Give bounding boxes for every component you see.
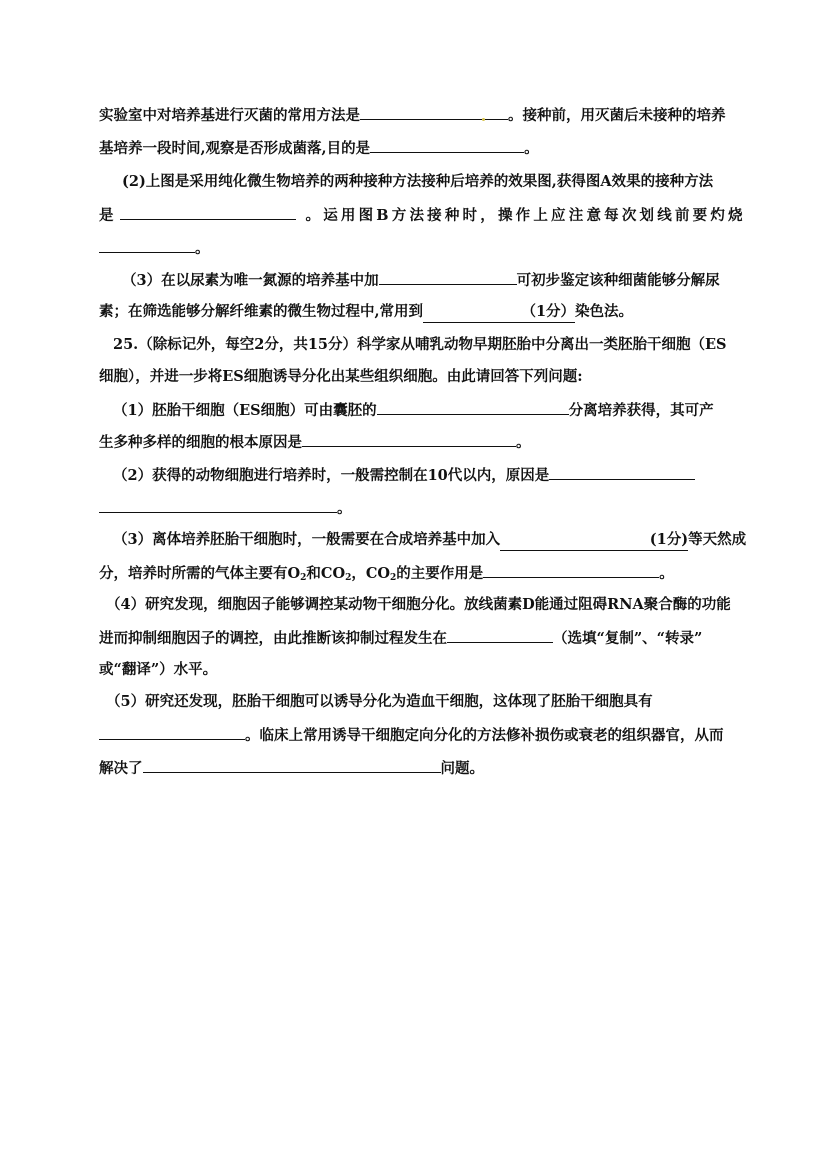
co2-subscript-2: 2	[390, 573, 397, 583]
sterilization-text: 实验室中对培养基进行灭菌的常用方法是	[99, 107, 360, 124]
s3-line-2	[99, 562, 731, 584]
s3-one-point-label: (1分)	[649, 531, 689, 548]
q2-end: 。	[195, 240, 210, 257]
co2-role-blank[interactable]	[483, 562, 659, 578]
s3-role-text: 的主要作用是	[396, 565, 484, 582]
q2-is-text: 是	[99, 207, 114, 224]
inhibition-level-blank[interactable]	[447, 627, 553, 643]
s1-text: （1）胚胎干细胞（ES细胞）可由囊胚的	[113, 402, 377, 419]
s1-reason-text: 生多种多样的细胞的根本原因是	[99, 434, 302, 451]
q3-cellulose-text: 素；在筛选能够分解纤维素的微生物过程中,常用到	[99, 303, 424, 320]
indicator-blank[interactable]	[379, 269, 517, 285]
s5-text: （5）研究还发现，胚胎干细胞可以诱导分化为造血干细胞，这体现了胚胎干细胞具有	[106, 693, 653, 710]
q2-line-1	[122, 171, 731, 193]
s1-text-cont: 分离培养获得，其可产	[568, 402, 714, 419]
root-cause-blank[interactable]	[302, 431, 516, 447]
co2-subscript: 2	[345, 573, 352, 583]
s1-line-2	[99, 431, 731, 453]
s3-text-cont: 等天然成	[688, 531, 747, 548]
o2-subscript: 2	[300, 573, 307, 583]
s5-line-3	[99, 757, 731, 779]
s2-end: 。	[337, 500, 352, 517]
q25-header-text: 25.（除标记外，每空2分，共15分）科学家从哺乳动物早期胚胎中分离出一类胚胎干细胞（ES	[113, 336, 727, 353]
s5-clinical-text: 。临床上常用诱导干细胞定向分化的方法修补损伤或衰老的组织器官，从而	[245, 727, 724, 744]
s3-text: （3）离体培养胚胎干细胞时，一般需要在合成培养基中加入	[113, 531, 501, 548]
s5-line-2	[99, 724, 731, 746]
ink-dot	[482, 118, 485, 121]
s2-text: （2）获得的动物细胞进行培养时，一般需控制在10代以内，原因是	[113, 467, 550, 484]
natural-component-blank[interactable]	[500, 530, 688, 551]
q25-intro-text: 细胞），并进一步将ES细胞诱导分化出某些组织细胞。由此请回答下列问题:	[99, 368, 583, 385]
s4-infer-text: 进而抑制细胞因子的调控，由此推断该抑制过程发生在	[99, 630, 447, 647]
q25-line-2	[99, 366, 731, 388]
s3-co2-text: ，CO	[351, 565, 391, 582]
s3-line-1	[113, 529, 747, 551]
sterilization-line-1	[99, 104, 731, 126]
q3-line-1	[122, 269, 731, 291]
s4-line-1	[106, 594, 731, 616]
s5-end: 问题。	[440, 760, 484, 777]
passage-reason-blank-2[interactable]	[99, 497, 337, 513]
purpose-blank[interactable]	[370, 137, 524, 153]
s4-line-3	[99, 659, 731, 681]
s2-line-2	[99, 497, 731, 519]
blastocyst-part-blank[interactable]	[377, 399, 569, 415]
sterilization-line-2	[99, 137, 731, 159]
problem-blank[interactable]	[143, 757, 441, 773]
purpose-end: 。	[524, 140, 539, 157]
s3-and-co: 和CO	[306, 565, 346, 582]
q2-note-text: 。运用图B方法接种时，操作上应注意每次划线前要灼烧	[305, 207, 746, 224]
one-point-label: （1分）	[521, 303, 576, 320]
staining-method-blank[interactable]	[423, 302, 575, 323]
q25-line-1	[113, 334, 731, 356]
q3-text: （3）在以尿素为唯一氮源的培养基中加	[122, 272, 379, 289]
q3-line-2	[99, 301, 731, 323]
s4-line-2	[99, 627, 731, 649]
sterilization-method-blank[interactable]	[360, 104, 508, 120]
s4-text: （4）研究发现，细胞因子能够调控某动物干细胞分化。放线菌素D能通过阻碍RNA聚合酶的功能	[106, 596, 731, 613]
s3-gas-text: 分，培养时所需的气体主要有O	[99, 565, 301, 582]
inoculation-method-blank[interactable]	[120, 204, 296, 220]
q3-text-cont: 可初步鉴定该种细菌能够分解尿	[516, 272, 720, 289]
passage-reason-blank-1[interactable]	[549, 464, 695, 480]
q2-question-text: (2)上图是采用纯化微生物培养的两种接种方法接种后培养的效果图,获得图A效果的接种方法	[122, 173, 714, 190]
flame-blank[interactable]	[99, 237, 195, 253]
s3-end: 。	[659, 565, 674, 582]
property-blank[interactable]	[99, 724, 245, 740]
s5-line-1	[106, 691, 731, 713]
purpose-text: 基培养一段时间,观察是否形成菌落,目的是	[99, 140, 371, 157]
sterilization-text-cont: 。接种前，用灭菌后未接种的培养	[508, 107, 726, 124]
s4-end: 或“翻译”）水平。	[99, 661, 218, 678]
q2-line-2	[99, 204, 746, 226]
q3-end: 染色法。	[575, 303, 634, 320]
s1-end: 。	[516, 434, 531, 451]
s1-line-1	[113, 399, 731, 421]
s2-line-1	[113, 464, 731, 486]
q2-line-3	[99, 237, 731, 259]
s4-options-text: （选填“复制”、“转录”	[553, 630, 703, 647]
s5-solved-text: 解决了	[99, 760, 143, 777]
